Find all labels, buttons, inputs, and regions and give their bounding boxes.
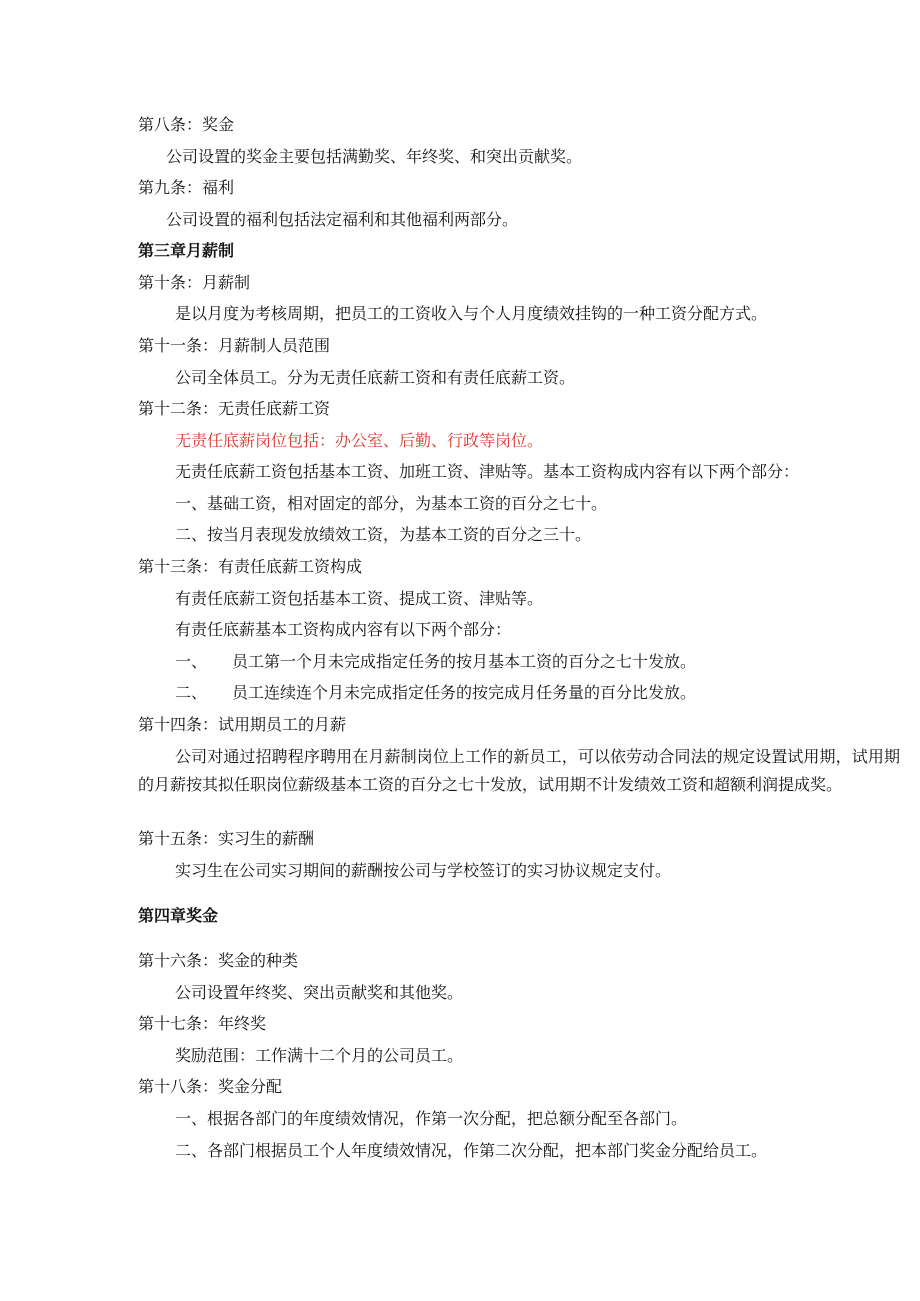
article-13-item-1-text: 员工第一个月未完成指定任务的按月基本工资的百分之七十发放。 bbox=[232, 652, 697, 671]
article-9-heading: 第九条：福利 bbox=[138, 178, 235, 197]
article-15-text: 实习生在公司实习期间的薪酬按公司与学校签订的实习协议规定支付。 bbox=[175, 861, 672, 880]
article-18-item-2: 二、各部门根据员工个人年度绩效情况，作第二次分配，把本部门奖金分配给员工。 bbox=[175, 1141, 768, 1160]
article-10-text: 是以月度为考核周期，把员工的工资收入与个人月度绩效挂钩的一种工资分配方式。 bbox=[175, 304, 768, 323]
article-12-item-1: 一、基础工资，相对固定的部分，为基本工资的百分之七十。 bbox=[175, 494, 608, 513]
article-12-heading: 第十二条：无责任底薪工资 bbox=[138, 399, 331, 418]
article-16-text: 公司设置年终奖、突出贡献奖和其他奖。 bbox=[175, 983, 464, 1002]
article-18-item-1: 一、根据各部门的年度绩效情况，作第一次分配，把总额分配至各部门。 bbox=[175, 1109, 688, 1128]
article-12-item-2: 二、按当月表现发放绩效工资，为基本工资的百分之三十。 bbox=[175, 525, 592, 544]
article-16-heading: 第十六条：奖金的种类 bbox=[138, 951, 299, 970]
article-12-highlight-text: 无责任底薪岗位包括：办公室、后勤、行政等岗位。 bbox=[175, 431, 544, 450]
chapter-3-heading: 第三章月薪制 bbox=[138, 241, 235, 260]
chapter-4-heading: 第四章奖金 bbox=[138, 906, 219, 925]
article-15-heading: 第十五条：实习生的薪酬 bbox=[138, 829, 315, 848]
article-14-text: 公司对通过招聘程序聘用在月薪制岗位上工作的新员工，可以依劳动合同法的规定设置试用期，试用期的月薪按其拟任职岗位薪级基本工资的百分之七十发放，试用期不计发绩效工资和超额利润提成奖。 bbox=[138, 747, 900, 794]
article-10-heading: 第十条：月薪制 bbox=[138, 273, 251, 292]
article-18-heading: 第十八条：奖金分配 bbox=[138, 1077, 283, 1096]
article-17-heading: 第十七条：年终奖 bbox=[138, 1014, 267, 1033]
article-8-text: 公司设置的奖金主要包括满勤奖、年终奖、和突出贡献奖。 bbox=[166, 147, 583, 166]
article-11-text: 公司全体员工。分为无责任底薪工资和有责任底薪工资。 bbox=[175, 368, 576, 387]
article-13-text-1: 有责任底薪工资包括基本工资、提成工资、津贴等。 bbox=[175, 589, 544, 608]
article-13-item-1 bbox=[175, 651, 696, 673]
article-13-item-1-number: 一、 bbox=[175, 652, 208, 671]
article-13-item-2 bbox=[175, 682, 696, 704]
article-9-text: 公司设置的福利包括法定福利和其他福利两部分。 bbox=[166, 210, 519, 229]
article-13-text-2: 有责任底薪基本工资构成内容有以下两个部分： bbox=[175, 620, 512, 639]
article-13-item-2-text: 员工连续连个月未完成指定任务的按完成月任务量的百分比发放。 bbox=[232, 683, 697, 702]
article-11-heading: 第十一条：月薪制人员范围 bbox=[138, 336, 331, 355]
article-8-heading: 第八条：奖金 bbox=[138, 115, 235, 134]
article-17-text: 奖励范围：工作满十二个月的公司员工。 bbox=[175, 1046, 464, 1065]
article-13-heading: 第十三条：有责任底薪工资构成 bbox=[138, 557, 363, 576]
article-13-item-2-number: 二、 bbox=[175, 683, 208, 702]
article-12-text: 无责任底薪工资包括基本工资、加班工资、津贴等。基本工资构成内容有以下两个部分： bbox=[175, 462, 800, 481]
article-14-heading: 第十四条：试用期员工的月薪 bbox=[138, 715, 347, 734]
